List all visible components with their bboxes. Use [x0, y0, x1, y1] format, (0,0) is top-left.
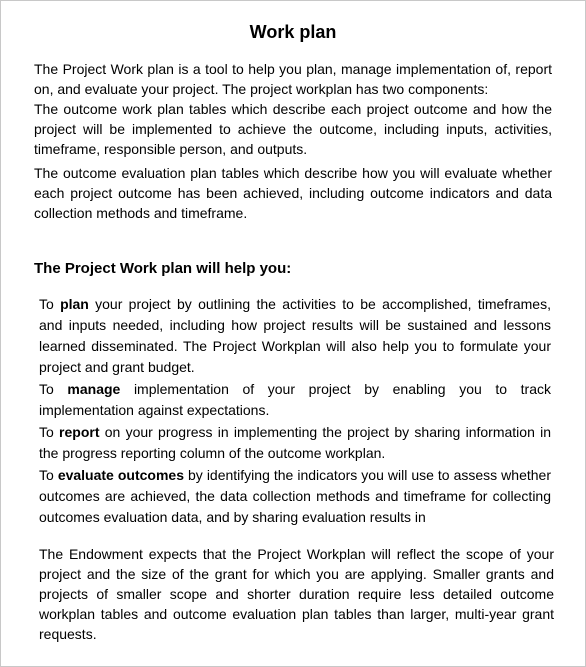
benefit-lead: To [39, 424, 60, 440]
benefit-text: by identifying the indicators you will use to assess whether outcomes are achieved, the data collection methods and timeframe for collecting outcomes evaluation data, and by sharing evaluation results in [39, 467, 551, 525]
benefit-keyword: evaluate outcomes [57, 467, 184, 483]
intro-paragraph: The Project Work plan is a tool to help you plan, manage implementation of, report on, and evaluate your project. The project workplan has two components: [34, 61, 552, 97]
benefits-list [39, 294, 551, 529]
benefit-item-report [39, 422, 551, 464]
benefit-lead: To [39, 381, 68, 397]
intro-paragraph: The outcome evaluation plan tables which describe how you will evaluate whether each project outcome has been achieved, including outcome indicators and data collection methods and timeframe. [34, 165, 552, 221]
benefit-text: on your progress in implementing the project by sharing information in the progress reporting column of the outcome workplan. [39, 424, 551, 461]
benefit-text: implementation of your project by enabling you to track implementation against expectations. [39, 381, 551, 418]
page-title: Work plan [249, 22, 337, 42]
intro-section [34, 59, 552, 227]
benefit-keyword: plan [60, 296, 89, 312]
benefit-keyword: manage [67, 381, 121, 397]
benefit-lead: To [39, 296, 61, 312]
benefit-item-evaluate [39, 465, 551, 528]
benefit-item-plan [39, 294, 551, 378]
benefit-text: your project by outlining the activities to be accomplished, timeframes, and inputs needed, including how project results will be sustained and lessons learned disseminated. The Project Workplan will also help you to formulate your project and grant budget. [39, 296, 551, 375]
closing-paragraph: The Endowment expects that the Project Workplan will reflect the scope of your project and the size of the grant for which you are applying. Smaller grants and projects of smaller scope and shorter duration require less detailed outcome workplan tables and outcome evaluation plan tables than larger, multi-year grant requests. [39, 546, 554, 642]
closing-section [39, 544, 554, 644]
benefit-item-manage [39, 379, 551, 421]
intro-paragraph: The outcome work plan tables which describe each project outcome and how the project will be implemented to achieve the outcome, including inputs, activities, timeframe, responsible person, and outputs. [34, 101, 552, 157]
benefit-lead: To [39, 467, 58, 483]
section-heading: The Project Work plan will help you: [34, 260, 292, 277]
benefit-keyword: report [59, 424, 100, 440]
